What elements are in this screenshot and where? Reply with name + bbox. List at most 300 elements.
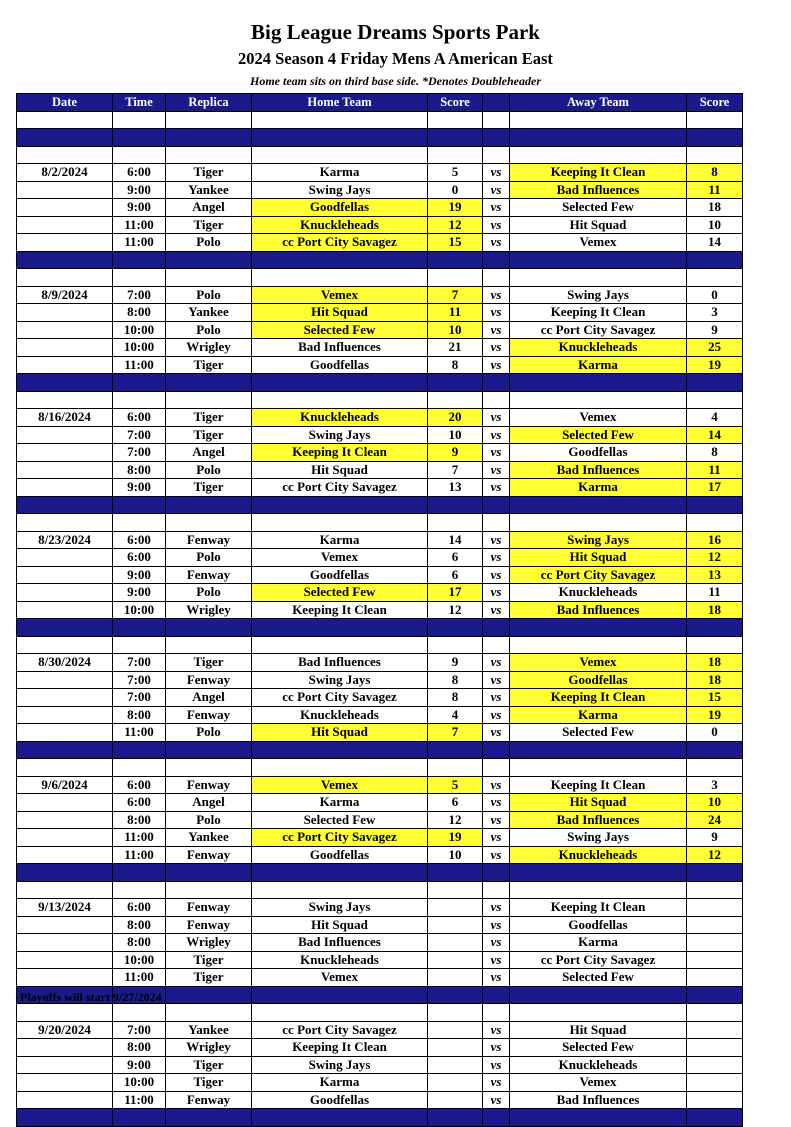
band-cell [483, 1109, 510, 1127]
game-date: 9/20/2024 [17, 1021, 113, 1039]
band-cell [510, 864, 687, 882]
blank-cell [510, 636, 687, 654]
header-home-score: Score [428, 94, 483, 112]
home-team: Selected Few [252, 321, 428, 339]
band-cell [17, 741, 113, 759]
away-team: Goodfellas [510, 444, 687, 462]
game-date-empty [17, 444, 113, 462]
vs-label: vs [483, 461, 510, 479]
home-score: 5 [428, 164, 483, 182]
blank-cell [428, 881, 483, 899]
game-replica: Fenway [166, 916, 252, 934]
band-cell [510, 129, 687, 147]
band-cell [483, 864, 510, 882]
home-score: 12 [428, 216, 483, 234]
vs-label: vs [483, 164, 510, 182]
away-team: Keeping It Clean [510, 164, 687, 182]
blank-cell [17, 1004, 113, 1022]
home-team: Goodfellas [252, 199, 428, 217]
game-date: 8/23/2024 [17, 531, 113, 549]
band-cell [510, 741, 687, 759]
game-row [17, 479, 743, 497]
game-replica: Fenway [166, 899, 252, 917]
game-row [17, 426, 743, 444]
home-team: Vemex [252, 549, 428, 567]
game-row [17, 654, 743, 672]
home-team: Hit Squad [252, 304, 428, 322]
game-date-empty [17, 1056, 113, 1074]
game-row [17, 199, 743, 217]
band-cell [252, 1109, 428, 1127]
away-score: 13 [687, 566, 743, 584]
vs-label: vs [483, 724, 510, 742]
game-date-empty [17, 181, 113, 199]
game-replica: Yankee [166, 829, 252, 847]
game-replica: Polo [166, 584, 252, 602]
vs-label: vs [483, 181, 510, 199]
band-cell [252, 864, 428, 882]
game-date-empty [17, 234, 113, 252]
blank-cell [17, 111, 113, 129]
game-time: 7:00 [113, 654, 166, 672]
home-score [428, 1091, 483, 1109]
away-team: Knuckleheads [510, 1056, 687, 1074]
home-score: 17 [428, 584, 483, 602]
band-cell [113, 129, 166, 147]
home-team: Swing Jays [252, 899, 428, 917]
away-score: 0 [687, 724, 743, 742]
band-cell [687, 374, 743, 392]
vs-label: vs [483, 199, 510, 217]
game-date-empty [17, 794, 113, 812]
game-time: 6:00 [113, 794, 166, 812]
home-score: 10 [428, 846, 483, 864]
vs-label: vs [483, 426, 510, 444]
game-time: 10:00 [113, 321, 166, 339]
away-team: Swing Jays [510, 531, 687, 549]
blank-cell [252, 881, 428, 899]
band-cell [428, 619, 483, 637]
blank-row [17, 1004, 743, 1022]
game-replica: Polo [166, 286, 252, 304]
band-cell [687, 741, 743, 759]
home-score [428, 916, 483, 934]
home-score [428, 969, 483, 987]
blank-cell [17, 146, 113, 164]
vs-label: vs [483, 846, 510, 864]
away-team: Keeping It Clean [510, 689, 687, 707]
band-cell [17, 864, 113, 882]
page-subtitle: 2024 Season 4 Friday Mens A American East [238, 49, 553, 68]
blank-row [17, 269, 743, 287]
blank-cell [510, 111, 687, 129]
blank-cell [510, 881, 687, 899]
game-row [17, 671, 743, 689]
home-score: 6 [428, 794, 483, 812]
vs-label: vs [483, 1074, 510, 1092]
away-team: Vemex [510, 234, 687, 252]
vs-label: vs [483, 689, 510, 707]
home-team: Karma [252, 1074, 428, 1092]
game-date-empty [17, 811, 113, 829]
away-score: 10 [687, 794, 743, 812]
home-score [428, 1039, 483, 1057]
blank-cell [428, 146, 483, 164]
game-time: 11:00 [113, 846, 166, 864]
vs-label: vs [483, 216, 510, 234]
game-row [17, 566, 743, 584]
away-score: 19 [687, 356, 743, 374]
band-cell [483, 251, 510, 269]
band-cell [166, 864, 252, 882]
game-replica: Tiger [166, 356, 252, 374]
band-cell [510, 251, 687, 269]
game-replica: Yankee [166, 1021, 252, 1039]
game-time: 8:00 [113, 916, 166, 934]
away-team: Knuckleheads [510, 846, 687, 864]
home-score: 14 [428, 531, 483, 549]
blank-cell [252, 269, 428, 287]
game-replica: Yankee [166, 181, 252, 199]
game-date-empty [17, 339, 113, 357]
game-row [17, 164, 743, 182]
blank-cell [687, 111, 743, 129]
game-row [17, 1091, 743, 1109]
home-score: 5 [428, 776, 483, 794]
band-cell [510, 986, 687, 1004]
header-replica: Replica [166, 94, 252, 112]
game-row [17, 689, 743, 707]
home-team: cc Port City Savagez [252, 479, 428, 497]
game-date-empty [17, 199, 113, 217]
away-score: 18 [687, 671, 743, 689]
separator-band [17, 864, 743, 882]
home-team: cc Port City Savagez [252, 829, 428, 847]
away-score: 3 [687, 304, 743, 322]
header-date: Date [17, 94, 113, 112]
away-team: Bad Influences [510, 601, 687, 619]
game-date: 9/13/2024 [17, 899, 113, 917]
game-date-empty [17, 916, 113, 934]
game-row [17, 899, 743, 917]
game-date-empty [17, 951, 113, 969]
band-cell [166, 741, 252, 759]
game-date-empty [17, 304, 113, 322]
game-date-empty [17, 426, 113, 444]
game-date-empty [17, 724, 113, 742]
blank-cell [166, 269, 252, 287]
game-replica: Tiger [166, 479, 252, 497]
band-cell [687, 864, 743, 882]
away-team: Knuckleheads [510, 584, 687, 602]
away-score: 8 [687, 164, 743, 182]
band-cell [687, 251, 743, 269]
header-row [17, 94, 743, 112]
game-date-empty [17, 1074, 113, 1092]
separator-band [17, 374, 743, 392]
vs-label: vs [483, 1021, 510, 1039]
vs-label: vs [483, 1039, 510, 1057]
blank-cell [687, 1004, 743, 1022]
blank-cell [428, 759, 483, 777]
away-team: Hit Squad [510, 794, 687, 812]
game-time: 7:00 [113, 689, 166, 707]
vs-label: vs [483, 706, 510, 724]
game-replica: Polo [166, 461, 252, 479]
vs-label: vs [483, 409, 510, 427]
vs-label: vs [483, 339, 510, 357]
away-score [687, 951, 743, 969]
away-score: 12 [687, 549, 743, 567]
game-time: 9:00 [113, 181, 166, 199]
blank-cell [483, 636, 510, 654]
band-cell [428, 496, 483, 514]
vs-label: vs [483, 286, 510, 304]
blank-row [17, 636, 743, 654]
blank-cell [252, 514, 428, 532]
band-cell [252, 496, 428, 514]
away-score: 18 [687, 654, 743, 672]
band-cell [428, 251, 483, 269]
vs-label: vs [483, 566, 510, 584]
blank-cell [166, 111, 252, 129]
game-date-empty [17, 1039, 113, 1057]
away-score: 3 [687, 776, 743, 794]
game-date-empty [17, 829, 113, 847]
game-date-empty [17, 706, 113, 724]
band-cell [510, 619, 687, 637]
home-score: 7 [428, 286, 483, 304]
blank-cell [483, 391, 510, 409]
away-team: Bad Influences [510, 181, 687, 199]
schedule-note: Home team sits on third base side. *Denotes Doubleheader [250, 74, 541, 88]
home-team: Swing Jays [252, 181, 428, 199]
away-score: 18 [687, 601, 743, 619]
away-team: Hit Squad [510, 549, 687, 567]
game-time: 6:00 [113, 409, 166, 427]
away-score: 0 [687, 286, 743, 304]
vs-label: vs [483, 304, 510, 322]
home-team: Selected Few [252, 584, 428, 602]
game-time: 6:00 [113, 549, 166, 567]
game-date-empty [17, 461, 113, 479]
game-replica: Polo [166, 724, 252, 742]
home-score: 9 [428, 444, 483, 462]
game-time: 9:00 [113, 566, 166, 584]
band-cell [252, 251, 428, 269]
game-date-empty [17, 671, 113, 689]
vs-label: vs [483, 1091, 510, 1109]
home-score: 19 [428, 829, 483, 847]
away-team: Keeping It Clean [510, 899, 687, 917]
home-team: Goodfellas [252, 1091, 428, 1109]
home-team: Bad Influences [252, 654, 428, 672]
game-row [17, 969, 743, 987]
band-cell [483, 741, 510, 759]
home-score [428, 951, 483, 969]
band-cell [483, 129, 510, 147]
away-team: Hit Squad [510, 1021, 687, 1039]
band-cell [166, 986, 252, 1004]
game-replica: Angel [166, 199, 252, 217]
away-team: Goodfellas [510, 916, 687, 934]
band-cell [428, 374, 483, 392]
home-team: Vemex [252, 776, 428, 794]
band-cell [113, 251, 166, 269]
game-time: 11:00 [113, 216, 166, 234]
home-score: 20 [428, 409, 483, 427]
game-replica: Polo [166, 234, 252, 252]
vs-label: vs [483, 531, 510, 549]
blank-cell [252, 759, 428, 777]
game-time: 8:00 [113, 461, 166, 479]
game-date: 8/2/2024 [17, 164, 113, 182]
band-cell [17, 1109, 113, 1127]
home-team: Keeping It Clean [252, 601, 428, 619]
game-time: 6:00 [113, 531, 166, 549]
blank-cell [510, 269, 687, 287]
band-cell [166, 374, 252, 392]
separator-band [17, 251, 743, 269]
home-score: 13 [428, 479, 483, 497]
game-replica: Fenway [166, 531, 252, 549]
home-score: 19 [428, 199, 483, 217]
game-replica: Fenway [166, 706, 252, 724]
game-row [17, 409, 743, 427]
home-team: Hit Squad [252, 916, 428, 934]
away-score: 9 [687, 829, 743, 847]
schedule-table [16, 93, 743, 1127]
band-cell [428, 986, 483, 1004]
band-cell [113, 864, 166, 882]
blank-cell [166, 1004, 252, 1022]
vs-label: vs [483, 969, 510, 987]
vs-label: vs [483, 829, 510, 847]
game-replica: Polo [166, 321, 252, 339]
game-time: 9:00 [113, 584, 166, 602]
game-time: 6:00 [113, 164, 166, 182]
band-cell [166, 496, 252, 514]
blank-row [17, 514, 743, 532]
game-date-empty [17, 969, 113, 987]
blank-cell [483, 269, 510, 287]
blank-cell [17, 269, 113, 287]
game-row [17, 706, 743, 724]
vs-label: vs [483, 671, 510, 689]
game-row [17, 181, 743, 199]
blank-cell [113, 269, 166, 287]
game-date-empty [17, 601, 113, 619]
game-replica: Wrigley [166, 601, 252, 619]
vs-label: vs [483, 916, 510, 934]
band-cell [166, 1109, 252, 1127]
game-replica: Polo [166, 811, 252, 829]
game-date-empty [17, 846, 113, 864]
away-score: 15 [687, 689, 743, 707]
game-date: 8/9/2024 [17, 286, 113, 304]
game-date-empty [17, 1091, 113, 1109]
game-date-empty [17, 216, 113, 234]
home-team: Hit Squad [252, 461, 428, 479]
home-score [428, 899, 483, 917]
game-time: 11:00 [113, 234, 166, 252]
home-score: 11 [428, 304, 483, 322]
home-score: 10 [428, 321, 483, 339]
home-score [428, 1074, 483, 1092]
away-team: Karma [510, 356, 687, 374]
game-date-empty [17, 584, 113, 602]
vs-label: vs [483, 601, 510, 619]
band-cell [17, 619, 113, 637]
game-time: 10:00 [113, 339, 166, 357]
home-team: Bad Influences [252, 934, 428, 952]
blank-cell [687, 881, 743, 899]
game-replica: Fenway [166, 1091, 252, 1109]
game-row [17, 724, 743, 742]
game-date-empty [17, 321, 113, 339]
game-date: 8/16/2024 [17, 409, 113, 427]
game-date-empty [17, 356, 113, 374]
game-replica: Angel [166, 689, 252, 707]
game-time: 10:00 [113, 951, 166, 969]
home-team: Hit Squad [252, 724, 428, 742]
blank-cell [428, 111, 483, 129]
separator-band [17, 496, 743, 514]
blank-cell [113, 111, 166, 129]
game-time: 8:00 [113, 304, 166, 322]
away-score [687, 969, 743, 987]
away-team: cc Port City Savagez [510, 566, 687, 584]
band-cell [483, 374, 510, 392]
game-time: 7:00 [113, 671, 166, 689]
band-cell [510, 374, 687, 392]
home-team: cc Port City Savagez [252, 689, 428, 707]
blank-cell [113, 636, 166, 654]
game-replica: Tiger [166, 426, 252, 444]
separator-band [17, 1109, 743, 1127]
blank-cell [510, 759, 687, 777]
game-replica: Tiger [166, 1074, 252, 1092]
band-cell [166, 251, 252, 269]
separator-band [17, 129, 743, 147]
game-row [17, 601, 743, 619]
game-date-empty [17, 689, 113, 707]
game-time: 9:00 [113, 1056, 166, 1074]
game-date: 9/6/2024 [17, 776, 113, 794]
home-score: 6 [428, 549, 483, 567]
home-score: 8 [428, 356, 483, 374]
blank-cell [483, 111, 510, 129]
away-team: Selected Few [510, 724, 687, 742]
blank-cell [428, 514, 483, 532]
game-time: 8:00 [113, 1039, 166, 1057]
blank-cell [113, 881, 166, 899]
game-row [17, 584, 743, 602]
game-time: 7:00 [113, 426, 166, 444]
vs-label: vs [483, 776, 510, 794]
game-replica: Tiger [166, 409, 252, 427]
home-team: Swing Jays [252, 426, 428, 444]
away-score: 8 [687, 444, 743, 462]
game-time: 6:00 [113, 776, 166, 794]
home-score [428, 1056, 483, 1074]
blank-cell [113, 514, 166, 532]
blank-cell [510, 514, 687, 532]
band-cell [687, 986, 743, 1004]
away-team: Keeping It Clean [510, 304, 687, 322]
separator-band [17, 619, 743, 637]
blank-row [17, 881, 743, 899]
